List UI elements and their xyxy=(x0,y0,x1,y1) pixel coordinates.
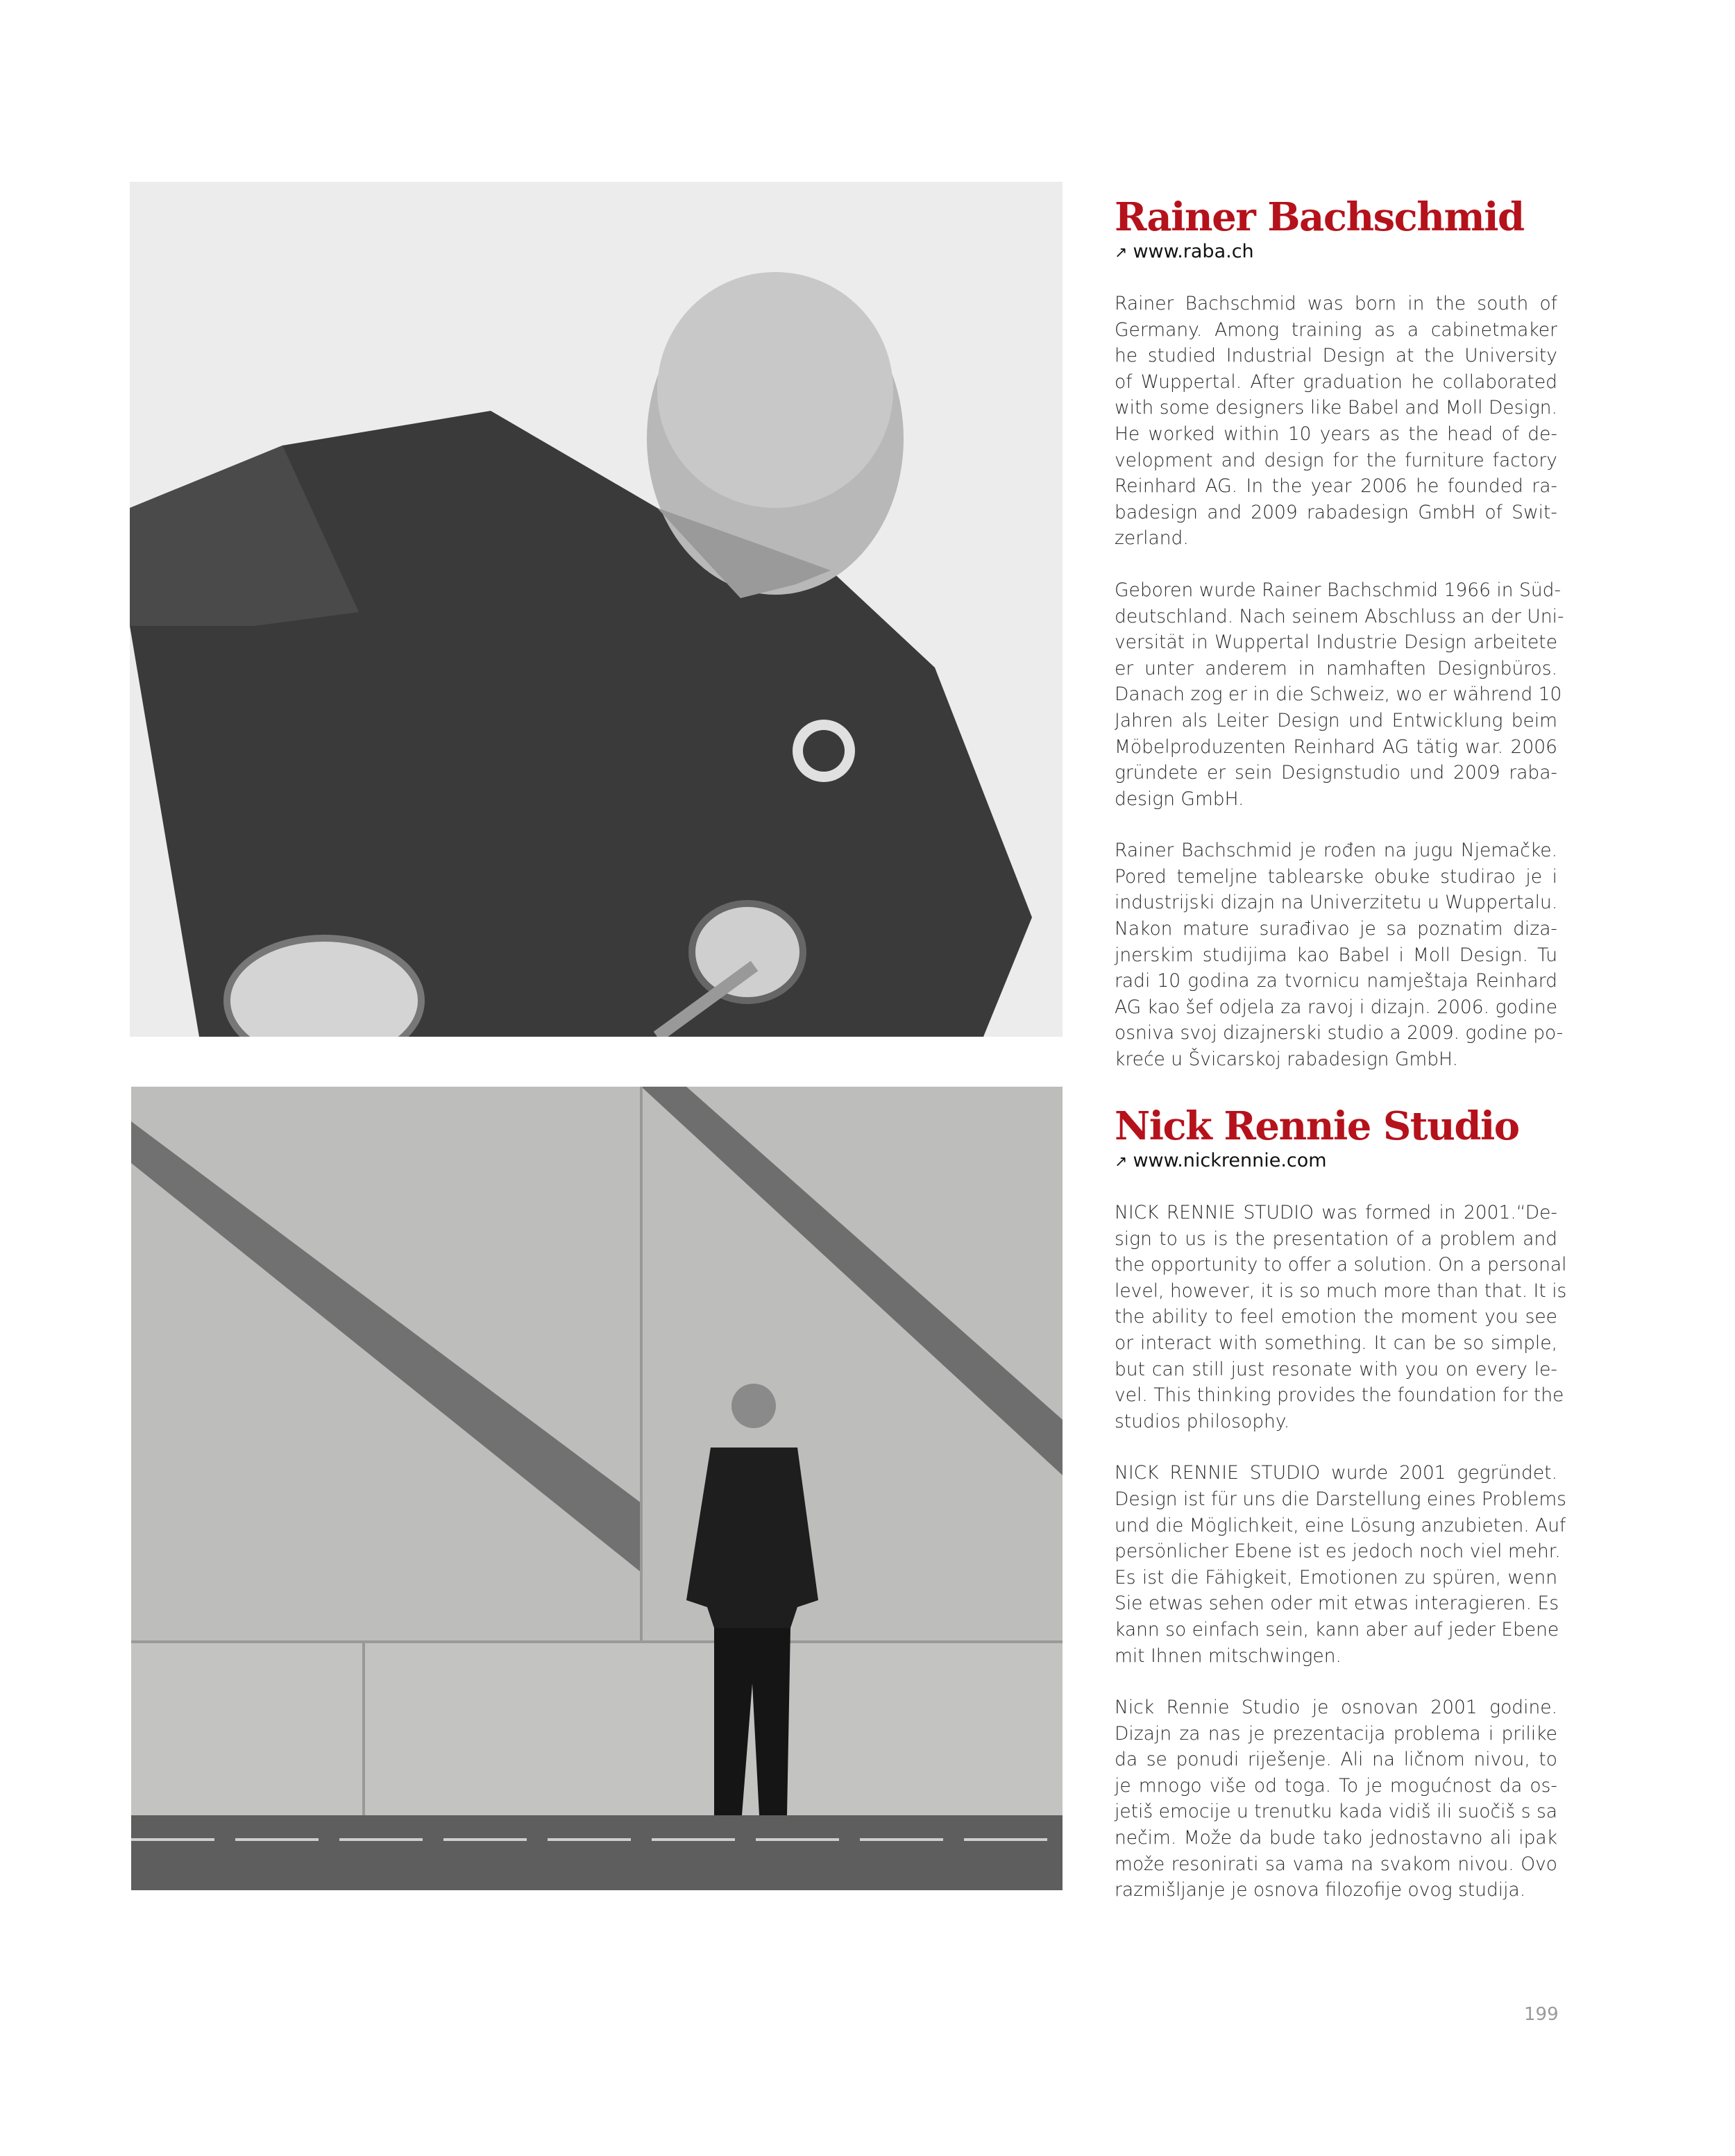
paragraph-line: He worked within 10 years as the head of de- xyxy=(1115,423,1557,445)
portrait-photo-rainer-bachschmid xyxy=(130,182,1063,1037)
profile-title: Nick Rennie Studio xyxy=(1115,1103,1519,1149)
paragraph-line: radi 10 godina za tvornicu namještaja Reinhard xyxy=(1115,970,1557,992)
paragraph-line: je mnogo više od toga. To je mogućnost da os- xyxy=(1115,1774,1557,1797)
paragraph-line: badesign and 2009 rabadesign GmbH of Swit- xyxy=(1115,501,1557,523)
paragraph-line: studios philosophy. xyxy=(1115,1410,1290,1432)
paragraph-line: Nakon mature surađivao je sa poznatim diza- xyxy=(1115,918,1557,940)
paragraph-line: level, however, it is so much more than that. It is xyxy=(1115,1280,1567,1302)
paragraph-line: gründete er sein Designstudio und 2009 raba- xyxy=(1115,762,1557,784)
paragraph-line: kreće u Švicarskoj rabadesign GmbH. xyxy=(1115,1049,1458,1071)
website-link[interactable] xyxy=(1115,1149,1557,1174)
paragraph-line: AG kao šef odjela za ravoj i dizajn. 2006. godine xyxy=(1115,996,1557,1018)
paragraph-line: mit Ihnen mitschwingen. xyxy=(1115,1645,1342,1667)
profile-title: Rainer Bachschmid xyxy=(1115,194,1524,240)
paragraph-line: Reinhard AG. In the year 2006 he founded ra- xyxy=(1115,475,1557,498)
paragraph-line: Sie etwas sehen oder mit etwas interagieren. Es xyxy=(1115,1593,1559,1615)
page-number: 199 xyxy=(1524,2004,1559,2025)
body-paragraph xyxy=(1115,838,1564,1072)
external-link-arrow-icon: ↗ xyxy=(1115,1153,1128,1171)
paragraph-line: jnerskim studijima kao Babel i Moll Design. Tu xyxy=(1115,944,1557,966)
body-paragraph xyxy=(1115,291,1557,552)
profile-rainer-bachschmid xyxy=(1115,194,1564,1073)
paragraph-line: versität in Wuppertal Industrie Design arbeitete xyxy=(1115,631,1557,654)
paragraph-line: Jahren als Leiter Design und Entwicklung beim xyxy=(1115,709,1557,731)
paragraph-line: NICK RENNIE STUDIO wurde 2001 gegründet. xyxy=(1115,1462,1557,1484)
paragraph-line: the ability to feel emotion the moment you see xyxy=(1115,1306,1557,1328)
portrait-photo-nick-rennie xyxy=(131,1087,1063,1890)
paragraph-line: Möbelproduzenten Reinhard AG tätig war. 2006 xyxy=(1115,736,1557,758)
paragraph-line: može resonirati sa vama na svakom nivou. Ovo xyxy=(1115,1853,1557,1875)
paragraph-line: jetiš emocije u trenutku kada vidiš ili suočiš s sa xyxy=(1115,1801,1557,1823)
paragraph-line: da se ponudi riješenje. Ali na ličnom nivou, to xyxy=(1115,1749,1557,1771)
paragraph-line: Geboren wurde Rainer Bachschmid 1966 in Süd- xyxy=(1115,579,1562,601)
paragraph-line: NICK RENNIE STUDIO was formed in 2001.“De- xyxy=(1115,1202,1557,1223)
paragraph-line: Dizajn za nas je prezentacija problema i prilike xyxy=(1115,1722,1557,1745)
paragraph-line: but can still just resonate with you on every le- xyxy=(1115,1358,1557,1380)
paragraph-line: Design ist für uns die Darstellung eines Problems xyxy=(1115,1488,1566,1510)
paragraph-line: Nick Rennie Studio je osnovan 2001 godine. xyxy=(1115,1697,1557,1719)
website-url[interactable]: www.nickrennie.com xyxy=(1133,1150,1327,1171)
paragraph-line: razmišljanje je osnova filozofije ovog studija. xyxy=(1115,1879,1526,1901)
website-link[interactable] xyxy=(1115,240,1557,265)
paragraph-line: design GmbH. xyxy=(1115,788,1244,810)
paragraph-line: he studied Industrial Design at the University xyxy=(1115,345,1557,367)
body-paragraph xyxy=(1115,1695,1557,1903)
profile-nick-rennie-studio xyxy=(1115,1103,1567,1903)
paragraph-line: osniva svoj dizajnerski studio a 2009. godine po- xyxy=(1115,1022,1564,1044)
paragraph-line: er unter anderem in namhaften Designbüros. xyxy=(1115,657,1557,679)
paragraph-line: sign to us is the presentation of a problem and xyxy=(1115,1228,1557,1250)
body-paragraph xyxy=(1115,577,1564,812)
website-url[interactable]: www.raba.ch xyxy=(1133,241,1254,262)
paragraph-line: nečim. Može da bude tako jednostavno ali ipak xyxy=(1115,1827,1557,1849)
paragraph-line: Germany. Among training as a cabinetmaker xyxy=(1115,319,1557,341)
body-paragraph xyxy=(1115,1200,1567,1434)
paragraph-line: und die Möglichkeit, eine Lösung anzubieten. Auf xyxy=(1115,1514,1566,1536)
paragraph-line: persönlicher Ebene ist es jedoch noch viel mehr. xyxy=(1115,1540,1561,1563)
paragraph-line: zerland. xyxy=(1115,527,1189,550)
paragraph-line: Rainer Bachschmid was born in the south of xyxy=(1115,293,1557,314)
paragraph-line: Rainer Bachschmid je rođen na jugu Njemačke. xyxy=(1115,840,1557,862)
paragraph-line: Pored temeljne tablearske obuke studirao je i xyxy=(1115,865,1557,888)
paragraph-line: velopment and design for the furniture factory xyxy=(1115,449,1557,471)
paragraph-line: industrijski dizajn na Univerzitetu u Wuppertalu. xyxy=(1115,892,1558,914)
paragraph-line: with some designers like Babel and Moll Design. xyxy=(1115,397,1557,419)
paragraph-line: vel. This thinking provides the foundation for the xyxy=(1115,1384,1564,1407)
paragraph-line: kann so einfach sein, kann aber auf jeder Ebene xyxy=(1115,1618,1559,1640)
paragraph-line: Es ist die Fähigkeit, Emotionen zu spüren, wenn xyxy=(1115,1566,1557,1588)
paragraph-line: of Wuppertal. After graduation he collaborated xyxy=(1115,371,1557,393)
paragraph-line: the opportunity to offer a solution. On a personal xyxy=(1115,1254,1567,1276)
body-paragraph xyxy=(1115,1460,1566,1669)
external-link-arrow-icon: ↗ xyxy=(1115,244,1128,262)
paragraph-line: Danach zog er in die Schweiz, wo er während 10 xyxy=(1115,684,1562,706)
paragraph-line: or interact with something. It can be so simple, xyxy=(1115,1332,1557,1354)
paragraph-line: deutschland. Nach seinem Abschluss an der Uni- xyxy=(1115,605,1564,627)
